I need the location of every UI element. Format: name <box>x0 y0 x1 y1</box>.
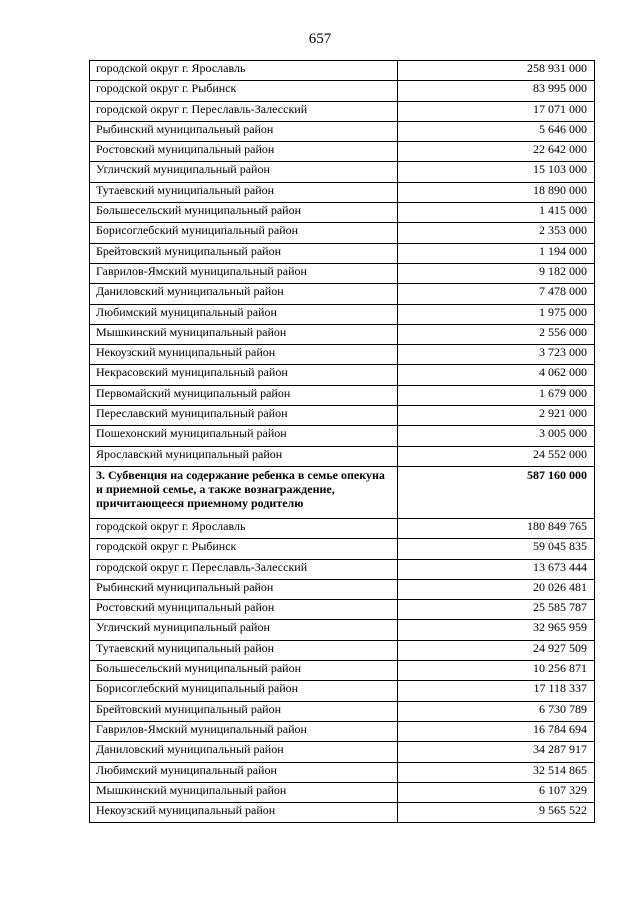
district-name: городской округ г. Переславль-Залесский <box>90 559 398 579</box>
district-name: городской округ г. Рыбинск <box>90 81 398 101</box>
table-row <box>90 742 595 762</box>
table-row <box>90 182 595 202</box>
amount-value: 5 646 000 <box>398 121 595 141</box>
district-name: Даниловский муниципальный район <box>90 742 398 762</box>
table-row <box>90 701 595 721</box>
district-name: Гаврилов-Ямский муниципальный район <box>90 721 398 741</box>
table-row <box>90 446 595 466</box>
amount-value: 6 730 789 <box>398 701 595 721</box>
table-row <box>90 284 595 304</box>
district-name: Ростовский муниципальный район <box>90 600 398 620</box>
amount-value: 25 585 787 <box>398 600 595 620</box>
table-body <box>90 61 595 823</box>
amount-value: 34 287 917 <box>398 742 595 762</box>
district-name: Рыбинский муниципальный район <box>90 121 398 141</box>
table-row <box>90 304 595 324</box>
district-name: Тутаевский муниципальный район <box>90 182 398 202</box>
table-row <box>90 579 595 599</box>
amount-value: 32 965 959 <box>398 620 595 640</box>
district-name: Борисоглебский муниципальный район <box>90 681 398 701</box>
amount-value: 32 514 865 <box>398 762 595 782</box>
amount-value: 15 103 000 <box>398 162 595 182</box>
table-row <box>90 600 595 620</box>
amount-value: 2 353 000 <box>398 223 595 243</box>
district-name: Угличский муниципальный район <box>90 620 398 640</box>
amount-value: 18 890 000 <box>398 182 595 202</box>
amount-value: 10 256 871 <box>398 661 595 681</box>
table-row <box>90 620 595 640</box>
district-name: Мышкинский муниципальный район <box>90 324 398 344</box>
district-name: Гаврилов-Ямский муниципальный район <box>90 263 398 283</box>
district-name: Мышкинский муниципальный район <box>90 782 398 802</box>
amount-value: 16 784 694 <box>398 721 595 741</box>
amount-value: 24 552 000 <box>398 446 595 466</box>
table-row <box>90 385 595 405</box>
amount-value: 22 642 000 <box>398 142 595 162</box>
amount-value: 9 182 000 <box>398 263 595 283</box>
district-name: Любимский муниципальный район <box>90 304 398 324</box>
section-title: 3. Субвенция на содержание ребенка в семье опекуна и приемной семье, а также вознаграждение, причитающееся приемному родителю <box>90 466 398 518</box>
district-name: городской округ г. Ярославль <box>90 518 398 538</box>
table-row <box>90 721 595 741</box>
amount-value: 2 921 000 <box>398 406 595 426</box>
table-row <box>90 263 595 283</box>
amount-value: 24 927 509 <box>398 640 595 660</box>
district-name: Ярославский муниципальный район <box>90 446 398 466</box>
amount-value: 2 556 000 <box>398 324 595 344</box>
amount-value: 17 071 000 <box>398 101 595 121</box>
amount-value: 1 975 000 <box>398 304 595 324</box>
district-name: Борисоглебский муниципальный район <box>90 223 398 243</box>
district-name: Некоузский муниципальный район <box>90 345 398 365</box>
district-name: Любимский муниципальный район <box>90 762 398 782</box>
amount-value: 180 849 765 <box>398 518 595 538</box>
amount-value: 3 723 000 <box>398 345 595 365</box>
page-number: 657 <box>308 31 332 47</box>
amount-value: 59 045 835 <box>398 539 595 559</box>
amount-value: 1 679 000 <box>398 385 595 405</box>
district-name: Рыбинский муниципальный район <box>90 579 398 599</box>
amount-value: 3 005 000 <box>398 426 595 446</box>
district-name: Большесельский муниципальный район <box>90 203 398 223</box>
subvention-table <box>89 60 595 823</box>
district-name: Даниловский муниципальный район <box>90 284 398 304</box>
table-row <box>90 81 595 101</box>
table-row <box>90 803 595 823</box>
table-row <box>90 518 595 538</box>
amount-value: 1 415 000 <box>398 203 595 223</box>
section-row <box>90 466 595 518</box>
district-name: Брейтовский муниципальный район <box>90 243 398 263</box>
section-total: 587 160 000 <box>398 466 595 518</box>
amount-value: 258 931 000 <box>398 61 595 81</box>
district-name: Некрасовский муниципальный район <box>90 365 398 385</box>
district-name: городской округ г. Ярославль <box>90 61 398 81</box>
table-row <box>90 426 595 446</box>
table-row <box>90 345 595 365</box>
table-row <box>90 640 595 660</box>
table-row <box>90 539 595 559</box>
table-row <box>90 243 595 263</box>
amount-value: 6 107 329 <box>398 782 595 802</box>
table-row <box>90 762 595 782</box>
table-row <box>90 223 595 243</box>
district-name: Переславский муниципальный район <box>90 406 398 426</box>
table-row <box>90 559 595 579</box>
district-name: городской округ г. Переславль-Залесский <box>90 101 398 121</box>
table-row <box>90 61 595 81</box>
amount-value: 1 194 000 <box>398 243 595 263</box>
district-name: Ростовский муниципальный район <box>90 142 398 162</box>
district-name: Пошехонский муниципальный район <box>90 426 398 446</box>
amount-value: 9 565 522 <box>398 803 595 823</box>
table-row <box>90 661 595 681</box>
district-name: Большесельский муниципальный район <box>90 661 398 681</box>
amount-value: 20 026 481 <box>398 579 595 599</box>
table-row <box>90 782 595 802</box>
district-name: Некоузский муниципальный район <box>90 803 398 823</box>
district-name: Угличский муниципальный район <box>90 162 398 182</box>
table-row <box>90 101 595 121</box>
district-name: Тутаевский муниципальный район <box>90 640 398 660</box>
amount-value: 7 478 000 <box>398 284 595 304</box>
table-row <box>90 162 595 182</box>
table-row <box>90 203 595 223</box>
table-row <box>90 365 595 385</box>
table-row <box>90 681 595 701</box>
amount-value: 17 118 337 <box>398 681 595 701</box>
amount-value: 4 062 000 <box>398 365 595 385</box>
table-row <box>90 121 595 141</box>
table-row <box>90 324 595 344</box>
table-row <box>90 142 595 162</box>
district-name: городской округ г. Рыбинск <box>90 539 398 559</box>
amount-value: 13 673 444 <box>398 559 595 579</box>
district-name: Брейтовский муниципальный район <box>90 701 398 721</box>
district-name: Первомайский муниципальный район <box>90 385 398 405</box>
amount-value: 83 995 000 <box>398 81 595 101</box>
table-row <box>90 406 595 426</box>
